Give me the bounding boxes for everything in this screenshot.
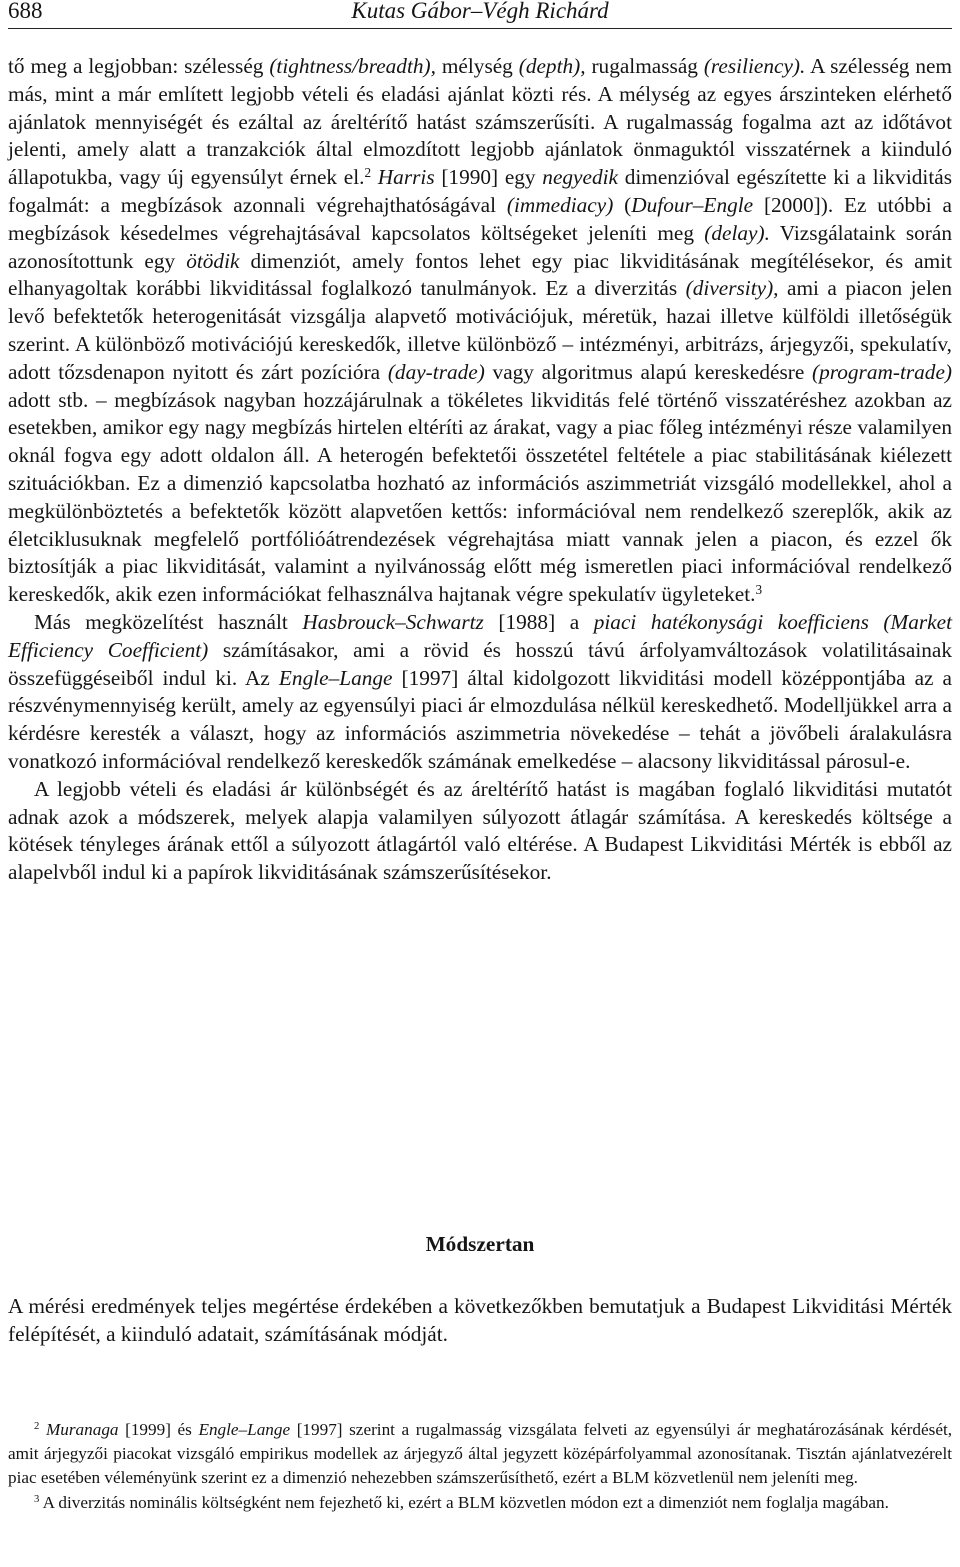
- text-run: Más megközelítést használt: [34, 609, 303, 634]
- text-run: [1988] a: [483, 609, 594, 634]
- text-run: A legjobb vételi és eladási ár különbségét és az áreltérítő hatást is magában foglaló likviditási mutatót adnak azok a módszerek, melyek alapja valamilyen súlyozott átlagár számítása. A kereskedés költsége a kötések tényleges árának ettől a súlyozott átlagártól való eltérése. A Budapest Likviditási Mérték is ebből az alapelvből indul ki a papírok likviditásának számszerűsítésekor.: [8, 776, 952, 885]
- italic-run: Engle–Lange: [278, 665, 393, 690]
- text-run: A szélesség nem más, mint a már említett legjobb vételi és eladási ajánlat közti rés. A mélység az egyes árszinteken elérhető ajánlatok mennyiségét és ezáltal az áreltérítő hatást számszerűsíti. A rugalmasság fogalma azt az időtávot jelenti, amely alatt a tranzakciók által elmozdított legjobb ajánlatok önmaguktól visszatérnek a kiinduló állapotukba, vagy új egyensúlyt érnek el.: [8, 54, 952, 190]
- text-run: tő meg a legjobban: szélesség: [8, 54, 270, 78]
- footnote-ref: 3: [34, 1493, 40, 1505]
- body-paragraph: [8, 609, 952, 776]
- footnote: [8, 1418, 952, 1491]
- text-run: Vizsgálataink során azonosítottunk egy: [8, 220, 952, 273]
- text-run: rugalmasság: [585, 54, 704, 78]
- running-head: Kutas Gábor–Végh Richárd: [351, 0, 609, 23]
- text-run: [371, 165, 378, 189]
- footnote-ref: 2: [34, 1421, 40, 1433]
- footnote-ref: 3: [755, 581, 763, 597]
- page-header: [8, 0, 952, 29]
- text-run: [2000]). Ez utóbbi a megbízások késedelmes végrehajtásával kapcsolatos költségeket jeleníti meg: [8, 192, 952, 245]
- text-run: A diverzitás nominális költségként nem fejezhető ki, ezért a BLM közvetlen módon ezt a dimenziót nem foglalja magában.: [39, 1492, 889, 1512]
- italic-run: ötödik: [186, 248, 240, 273]
- body-paragraph: [8, 776, 952, 887]
- italic-run: Muranaga: [45, 1420, 119, 1439]
- text-run: (: [613, 192, 632, 217]
- body-paragraph: [8, 53, 952, 609]
- italic-run: piaci hatékonysági koefficiens (Market Efficiency Coefficient): [8, 609, 953, 662]
- italic-run: Engle–Lange: [198, 1420, 291, 1439]
- italic-run: (diversity),: [685, 276, 779, 301]
- italic-run: Harris: [377, 165, 435, 190]
- text-run: mélység: [435, 54, 519, 78]
- text-run: vagy algoritmus alapú kereskedésre: [484, 359, 812, 384]
- text-run: ami a piacon jelen levő befektetők heterogenitását vizsgálja alapvető motivációjuk, méretük, hazai illetve külföldi illetőségük szerint. A különböző motivációjú kereskedők, illetve különböző – intézményi, arbitrázs, árjegyzői, spekulatív, adott tőzsdenapon nyitott és zárt pozícióra: [8, 276, 953, 384]
- text-run: dimenziót, amely fontos lehet egy piac likviditásának megítélésekor, és amit elhanyagoltak korábbi likviditással foglalkozó tanulmányok. Ez a diverzitás: [8, 248, 952, 301]
- italic-run: Hasbrouck–Schwartz: [302, 609, 484, 634]
- footnote: [8, 1491, 952, 1515]
- methods-paragraph: A mérési eredmények teljes megértése érdekében a következőkben bemutatjuk a Budapest Likviditási Mérték felépítését, a kiinduló adatait, számításának módját.: [8, 1294, 952, 1346]
- page-number: 688: [8, 0, 43, 23]
- text-run: [1990] egy: [434, 165, 543, 190]
- text-run: [39, 1420, 46, 1439]
- italic-run: (delay).: [704, 220, 770, 245]
- italic-run: (immediacy): [506, 192, 614, 217]
- text-run: adott stb. – megbízások nagyban hozzájárulnak a tökéletes likviditás felé történő visszatéréshez azokban az esetekben, amikor egy nagy megbízás hirtelen eltéríti az árakat, vagy a piac főleg intézményi része valamilyen oknál fogva egy adott oldalon áll. A heterogén befektetői összetétel feltétele a piac stabilitásának kiélezett szituációkban. Ez a dimenzió kapcsolatba hozható az információs aszimmetriát vizsgáló modellekkel, ahol a megkülönböztetés a befektetők között alapvetően kettős: információval nem rendelkező szereplők, akik az életciklusuknak megfelelő portfólióátrendezések végrehajtása miatt vannak jelen a piacon, és ezzel ők biztosítják a piac likviditását, valamint a nyilvánosság előtt még ismeretlen piaci információval rendelkező kereskedők, akik ezen információkat felhasználva hajtanak végre spekulatív ügyleteket.: [8, 387, 952, 607]
- italic-run: (program-trade): [812, 359, 952, 384]
- italic-run: negyedik: [542, 165, 618, 190]
- italic-run: (depth),: [518, 54, 586, 78]
- text-run: [1997] által kidolgozott likviditási modell középpontjába az a részvénymennyiség került, amely az egyensúlyi piaci ár elmozdulása nélkül kereskedhető. Modelljükkel arra a kérdésre keresték a választ, hogy az információs aszimmetria növekedése – tehát a jövőbeli áralakulásra vonatkozó információval rendelkező kereskedők számának emelkedése – alacsony likviditással párosul-e.: [8, 665, 952, 773]
- body-text: [8, 53, 952, 887]
- text-run: dimenzióval egészítette ki a likviditás fogalmát: a megbízások azonnali végrehajthatóságával: [8, 165, 952, 217]
- footnotes: [8, 1418, 952, 1515]
- italic-run: (tightness/breadth),: [269, 54, 436, 78]
- footnote-ref: 2: [364, 164, 372, 180]
- text-run: [1999] és: [118, 1420, 199, 1439]
- italic-run: Dufour–Engle: [631, 192, 754, 217]
- text-run: [1997] szerint a rugalmasság vizsgálata felveti az egyensúlyi ár meghatározásának kérdését, amit árjegyzői piacokat vizsgáló empirikus modellek az árjegyző által jegyzett középárfolyammal azonosítanak. Tisztán ajánlatvezérelt piac esetében véleményünk szerint ez a dimenzió nehezebben számszerűsíthető, ezért a BLM közvetlenül nem jeleníti meg.: [8, 1420, 953, 1488]
- italic-run: (resiliency).: [703, 54, 806, 78]
- italic-run: (day-trade): [387, 359, 485, 384]
- section-heading-methods: Módszertan: [425, 1232, 535, 1256]
- text-run: számításakor, ami a rövid és hosszú távú árfolyamváltozások volatilitásainak összefüggéseiből indul ki. Az: [8, 637, 952, 690]
